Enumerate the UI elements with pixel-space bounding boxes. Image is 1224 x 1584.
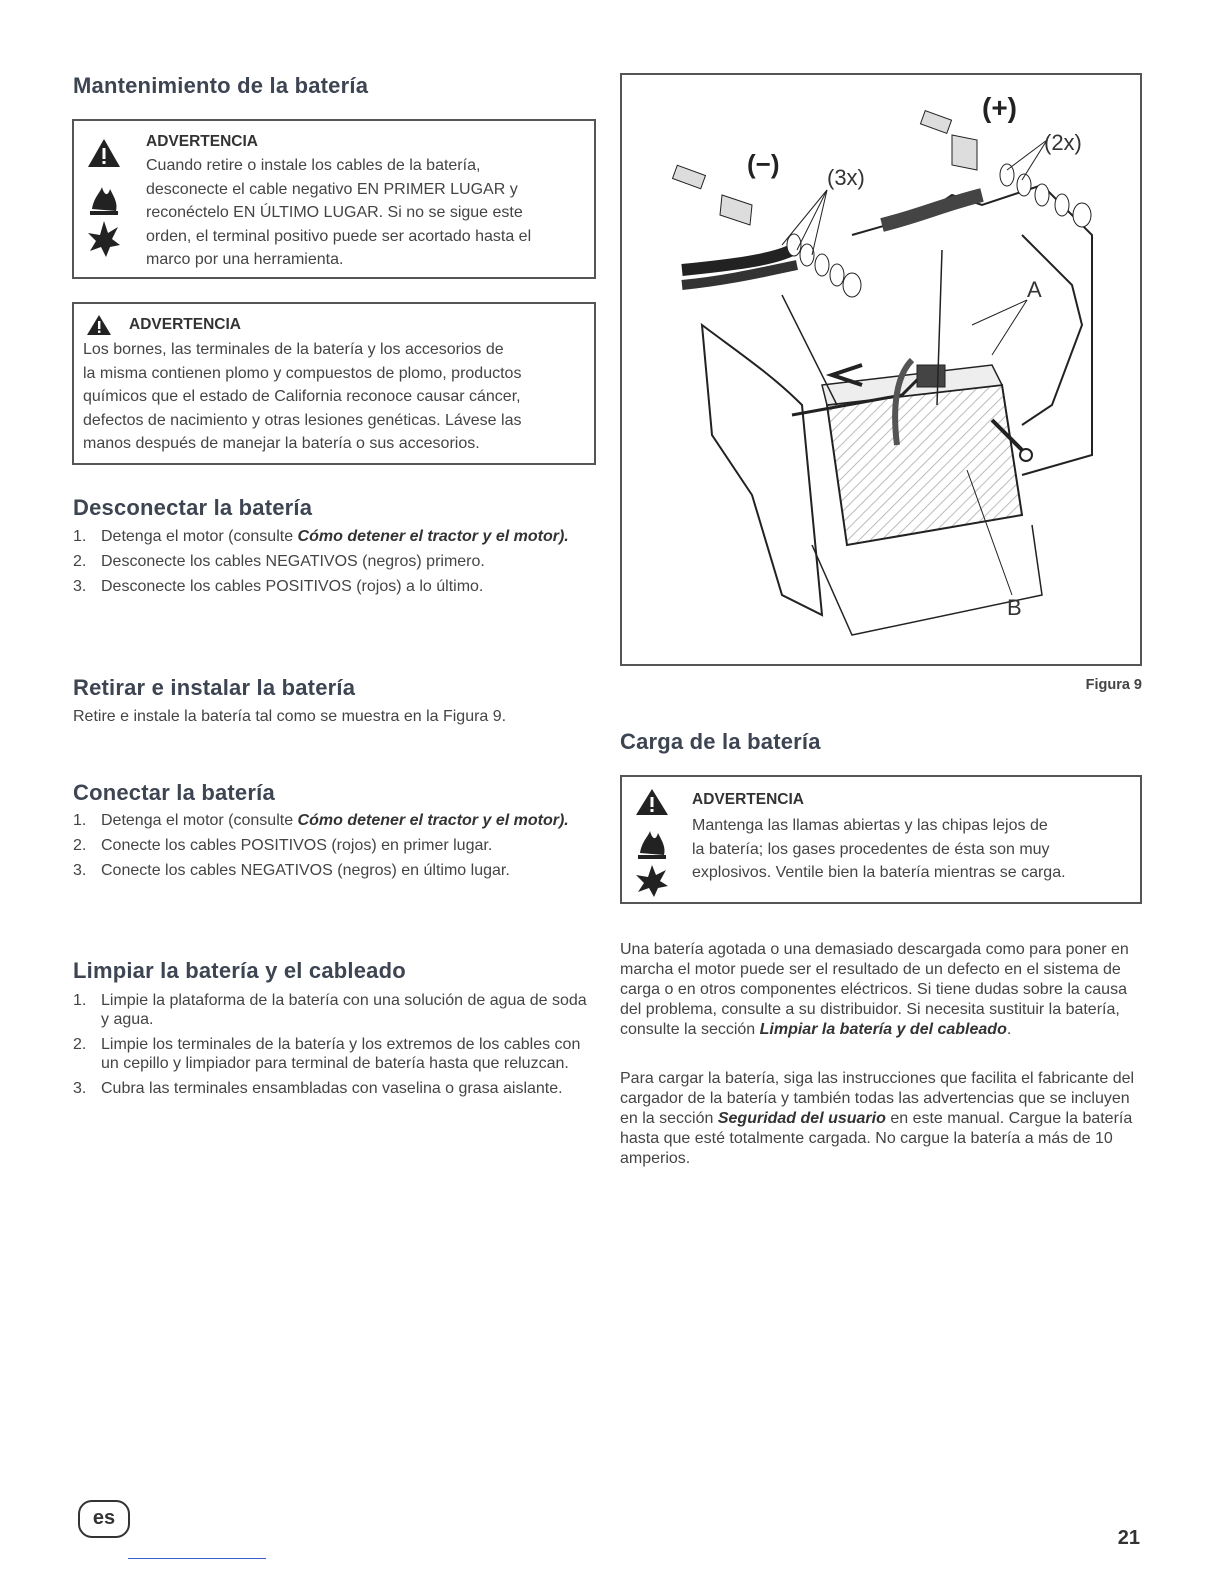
section-title-desconectar: Desconectar la batería <box>73 495 313 520</box>
warning-box-cables <box>72 119 596 279</box>
warning-text: Los bornes, las terminales de la batería y los accesorios de la misma contienen plomo y compuestos de plomo, productos químicos que el estado de California reconoce causar cáncer, defectos de nacimiento y otras lesiones genéticas. Lávese las manos después de manejar la batería o sus accesorios. <box>83 341 522 452</box>
figure-label-3x: (3x) <box>827 165 865 190</box>
list-item: 3. Desconecte los cables POSITIVOS (rojos) a lo último. <box>73 578 484 595</box>
list-item: 3. Conecte los cables NEGATIVOS (negros) en último lugar. <box>73 862 510 879</box>
figure-battery-diagram <box>620 73 1142 666</box>
list-item: 2. Limpie los terminales de la batería y los extremos de los cables con un cepillo y limpiador para terminal de batería hasta que reluzcan. <box>73 1036 581 1072</box>
warning-title: ADVERTENCIA <box>129 316 241 333</box>
list-item: 1. Detenga el motor (consulte Cómo detener el tractor y el motor). <box>73 528 569 545</box>
warning-text: Cuando retire o instale los cables de la batería, desconecte el cable negativo EN PRIMER LUGAR y reconéctelo EN ÚLTIMO LUGAR. Si no se sigue este orden, el terminal positivo puede ser acortado hasta el marco por una herramienta. <box>146 157 532 268</box>
language-badge: es <box>78 1500 130 1538</box>
warning-box-charging <box>620 775 1142 904</box>
figure-label-pos: (+) <box>982 92 1017 123</box>
charging-paragraph-2: Para cargar la batería, siga las instrucciones que facilita el fabricante del cargador de la batería y también todas las advertencias que se incluyen en la sección Seguridad del usuario en este manual. Cargue la batería hasta que esté totalmente cargada. No cargue la batería a más de 10 amperios. <box>620 1070 1135 1167</box>
section-title-conectar: Conectar la batería <box>73 780 275 805</box>
warning-symbols-icon <box>86 137 122 257</box>
footer-rule <box>128 1558 266 1559</box>
section-title-retirar: Retirar e instalar la batería <box>73 675 356 700</box>
warning-title: ADVERTENCIA <box>146 133 258 150</box>
warning-triangle-icon <box>86 314 112 336</box>
list-item: 3. Cubra las terminales ensambladas con vaselina o grasa aislante. <box>73 1080 563 1097</box>
list-item: 1. Limpie la plataforma de la batería con una solución de agua de soda y agua. <box>73 992 587 1028</box>
retirar-text: Retire e instale la batería tal como se muestra en la Figura 9. <box>73 708 507 725</box>
list-item: 2. Desconecte los cables NEGATIVOS (negros) primero. <box>73 553 485 570</box>
warning-title: ADVERTENCIA <box>692 791 804 808</box>
section-title-limpiar: Limpiar la batería y el cableado <box>73 958 406 983</box>
page-number: 21 <box>1117 1527 1140 1549</box>
figure-label-neg: (−) <box>747 149 780 179</box>
warning-symbols-icon <box>634 787 670 897</box>
section-title-mantenimiento: Mantenimiento de la batería <box>73 73 369 98</box>
list-item: 2. Conecte los cables POSITIVOS (rojos) en primer lugar. <box>73 837 493 854</box>
figure-caption: Figura 9 <box>1085 677 1142 693</box>
warning-text: Mantenga las llamas abiertas y las chipas lejos de la batería; los gases procedentes de ésta son muy explosivos. Ventile bien la batería mientras se carga. <box>692 817 1066 881</box>
figure-label-2x: (2x) <box>1044 130 1082 155</box>
steps-limpiar <box>73 991 593 1104</box>
battery-removal-illustration <box>622 75 1140 664</box>
charging-paragraph-1: Una batería agotada o una demasiado descargada como para poner en marcha el motor puede ser el resultado de un defecto en el sistema de carga o en otros componentes eléctricos. Si tiene dudas sobre la causa del problema, consulte a su distribuidor. Si necesita sustituir la batería, consulte la sección Limpiar la batería y del cableado. <box>620 941 1129 1038</box>
section-title-carga: Carga de la batería <box>620 729 821 754</box>
warning-box-lead <box>72 302 596 465</box>
steps-conectar <box>73 811 573 886</box>
steps-desconectar <box>73 527 573 602</box>
figure-label-a: A <box>1027 277 1042 302</box>
list-item: 1. Detenga el motor (consulte Cómo detener el tractor y el motor). <box>73 812 569 829</box>
figure-label-b: B <box>1007 595 1022 620</box>
